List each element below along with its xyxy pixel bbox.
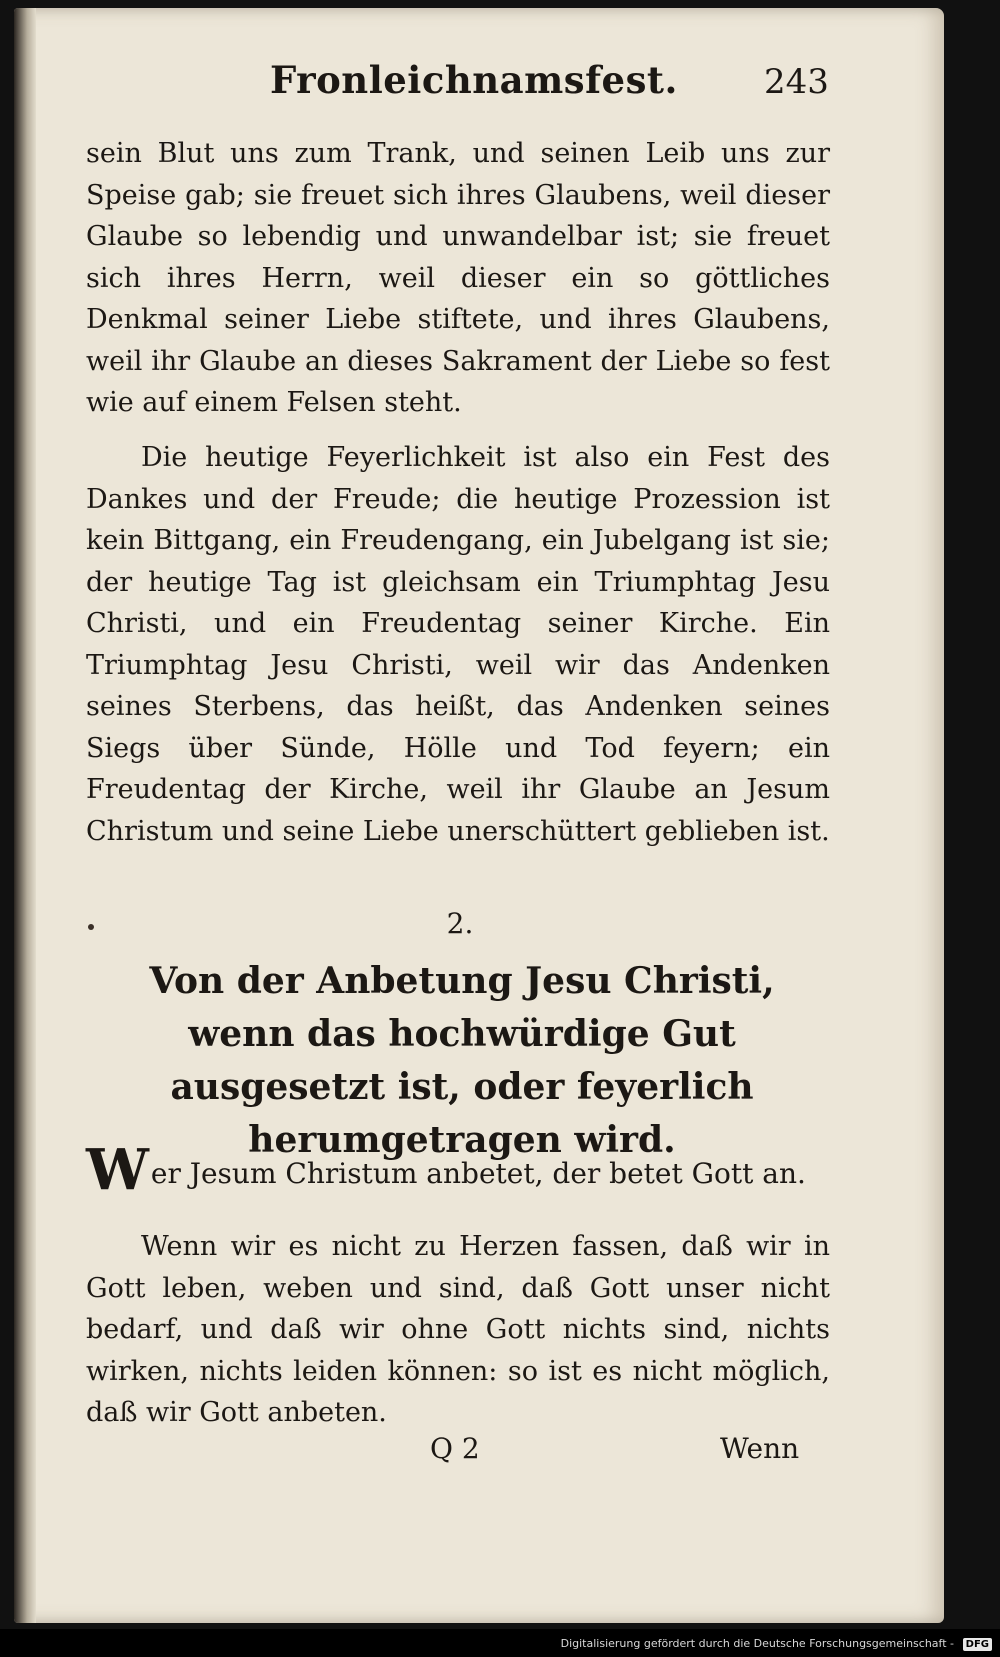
section-number: 2. [446, 907, 474, 940]
drop-cap: W [86, 1137, 149, 1203]
footer-bar [0, 1629, 1000, 1657]
page-gutter [14, 8, 36, 1623]
page-number: 243 [764, 62, 829, 102]
paragraph-3 [86, 1226, 830, 1434]
catchword: Wenn [720, 1432, 800, 1465]
paragraph-2 [86, 437, 830, 852]
paragraph-3-text: Wenn wir es nicht zu Herzen fassen, daß wir in Gott leben, weben und sind, daß Gott unser nicht bedarf, und daß wir ohne Gott nichts sind, nichts wirken, nichts leiden können: so ist es nicht möglich, daß wir Gott anbeten. [86, 1231, 830, 1428]
motto-line [86, 1137, 830, 1203]
section-heading: Von der Anbetung Jesu Christi, wenn das hochwürdige Gut ausgesetzt ist, oder feyerlich herumgetragen wird. [149, 960, 775, 1161]
paragraph-2-text: Die heutige Feyerlichkeit ist also ein Fest des Dankes und der Freude; die heutige Prozession ist kein Bittgang, ein Freudengang, ein Jubelgang ist sie; der heutige Tag ist gleichsam ein Triumphtag Jesu Christi, und ein Freudentag seiner Kirche. Ein Triumphtag Jesu Christi, weil wir das Andenken seines Sterbens, das heißt, das Andenken seines Siegs über Sünde, Hölle und Tod feyern; ein Freudentag der Kirche, weil ihr Glaube an Jesum Christum und seine Liebe unerschüttert geblieben ist. [86, 442, 830, 847]
digitization-credit: Digitalisierung gefördert durch die Deutsche Forschungsgemeinschaft - [560, 1637, 954, 1650]
motto-text: er Jesum Christum anbetet, der betet Gott an. [150, 1157, 806, 1190]
paragraph-1-text: sein Blut uns zum Trank, und seinen Leib uns zur Speise gab; sie freuet sich ihres Glaubens, weil dieser Glaube so lebendig und unwandelbar ist; sie freuet sich ihres Herrn, weil dieser ein so göttliches Denkmal seiner Liebe stiftete, und ihres Glaubens, weil ihr Glaube an dieses Sakrament der Liebe so fest wie auf einem Felsen steht. [86, 138, 830, 418]
running-title: Fronleichnamsfest. [270, 58, 678, 102]
signature-mark: Q 2 [430, 1432, 480, 1465]
dfg-logo: DFG [963, 1638, 992, 1651]
paragraph-1 [86, 133, 830, 424]
